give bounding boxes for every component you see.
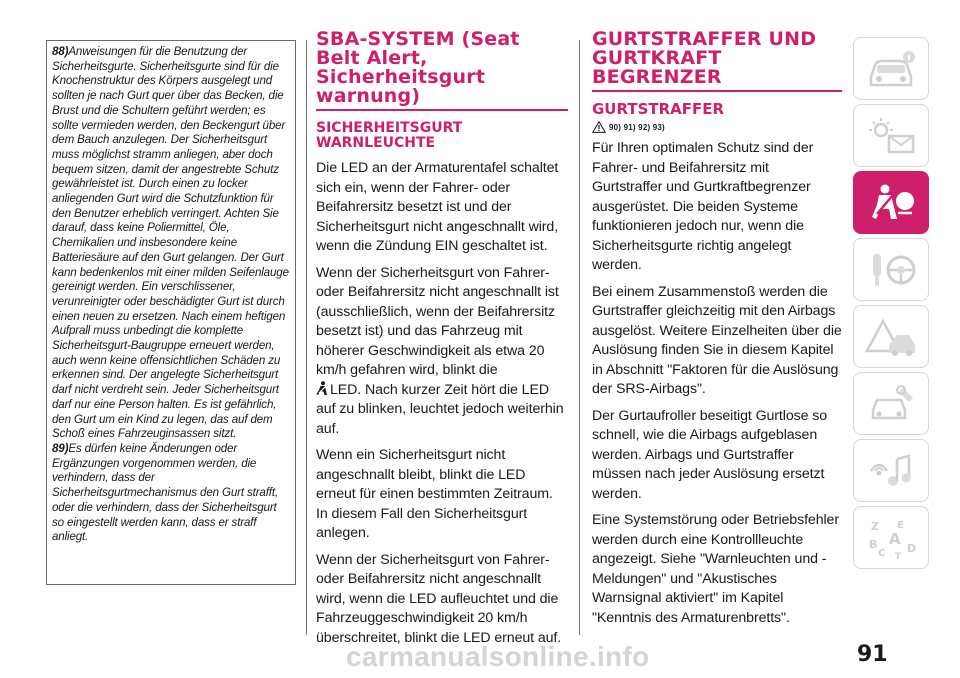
- note-89: [52, 442, 291, 545]
- index-letters-icon: [863, 516, 919, 560]
- maintenance-icon: [863, 382, 919, 426]
- key-steering-wheel-icon: [863, 248, 919, 292]
- note-88: [52, 45, 291, 442]
- warning-references: [592, 121, 842, 133]
- note-text: Es dürfen keine Änderungen oder Ergänzungen vorgenommen werden, die verhindern, dass der Sicherheitsgurtmechanismus den Gurt strafft, oder die verhindern, dass der Sicherheitsgurt so eingestellt werden kann, dass er straff anliegt.: [52, 441, 279, 544]
- tab-car-info[interactable]: [853, 37, 929, 100]
- section-body: [316, 159, 568, 648]
- sba-section: [316, 30, 568, 655]
- svg-text:Z: Z: [871, 519, 879, 533]
- pretensioner-section: [592, 30, 842, 635]
- seatbelt-warning-icon: [316, 381, 328, 396]
- page-number: 91: [857, 642, 888, 667]
- breakdown-icon: [863, 315, 919, 359]
- tab-warning-lights[interactable]: [853, 104, 929, 167]
- svg-text:E: E: [897, 519, 904, 531]
- warning-ref-numbers: 90) 91) 92) 93): [609, 122, 665, 132]
- paragraph-part: Wenn der Sicherheitsgurt von Fahrer- oder Beifahrersitz nicht angeschnallt ist (ausschließlich, wenn der Beifahrersitz besetzt ist) und das Fahrzeug mit höherer Geschwindigkeit als etwa 20 km/h gefahren wird, blinkt die: [316, 264, 559, 378]
- note-ref: 88): [52, 45, 69, 58]
- tab-emergency[interactable]: [853, 305, 929, 368]
- column-divider: [306, 40, 307, 635]
- paragraph: Wenn der Sicherheitsgurt von Fahrer- oder Beifahrersitz nicht angeschnallt wird, wenn die LED aufleuchtet und die Fahrzeuggeschwindigkeit 20 km/h überschreitet, blinkt die LED erneut auf.: [316, 551, 562, 646]
- note-text: Anweisungen für die Benutzung der Sicherheitsgurte. Sicherheitsgurte sind für die Knochenstruktur des Körpers ausgelegt und sollten je nach Gurt quer über das Becken, die Brust und die Schultern geführt werden; es sollte vermieden werden, den Beckengurt über dem Bauch anzulegen. Der Sicherheitsgurt muss möglichst stramm anliegen, aber doch bequem sitzen, damit der angestrebte Schutz gewährleistet ist. Durch einen zu locker anliegenden Gurt wird die Schutzfunktion für den Benutzer erheblich verringert. Achten Sie darauf, dass keine Poliermittel, Öle, Chemikalien und insbesondere keine Batteriesäure auf den Gurt gelangen. Der Gurt kann bedenkenlos mit einer milden Seifenlauge gereinigt werden. Ein verschlissener, verunreinigter oder beschädigter Gurt ist durch einen neuen zu ersetzen. Nach einem heftigen Aufprall muss unbedingt die komplette Sicherheitsgurt-Baugruppe erneuert werden, auch wenn keine offensichtlichen Schäden zu erkennen sind. Der angelegte Sicherheitsgurt darf nicht verdreht sein. Jeder Sicherheitsgurt darf nur eine Person halten. Es ist gefährlich, den Gurt um ein Kind zu legen, das auf dem Schoß eines Fahrzeuginsassen sitzt.: [52, 45, 289, 441]
- tab-index[interactable]: [853, 506, 929, 569]
- note-ref: 89): [52, 441, 69, 455]
- paragraph: Eine Systemstörung oder Betriebsfehler werden durch eine Kontrollleuchte angezeigt. Siehe "Warnleuchten und -Meldungen" und "Akustisches Warnsignal aktiviert" im Kapitel "Kenntnis des Armaturenbretts".: [592, 512, 839, 626]
- tab-maintenance[interactable]: [853, 372, 929, 435]
- svg-text:A: A: [889, 529, 901, 548]
- warning-lights-icon: [863, 114, 919, 158]
- tab-safety[interactable]: [853, 171, 929, 234]
- warning-notes-box: [46, 40, 296, 585]
- section-title: SBA-SYSTEM (Seat Belt Alert, Sicherheitsgurt warnung): [316, 30, 568, 111]
- section-title: GURTSTRAFFER UND GURTKRAFT BEGRENZER: [592, 30, 842, 92]
- paragraph: Wenn ein Sicherheitsgurt nicht angeschnallt bleibt, blinkt die LED erneut für einen bestimmten Zeitraum. In diesem Fall den Sicherheitsgurt anlegen.: [316, 447, 553, 541]
- multimedia-icon: [863, 449, 919, 493]
- svg-text:C: C: [878, 547, 886, 559]
- tab-start-drive[interactable]: [853, 238, 929, 301]
- car-info-icon: [863, 47, 919, 91]
- svg-text:B: B: [869, 537, 878, 551]
- svg-text:T: T: [895, 551, 902, 560]
- paragraph: Bei einem Zusammenstoß werden die Gurtstraffer gleichzeitig mit den Airbags ausgelöst. Weitere Einzelheiten über die Auslösung finden Sie in diesem Kapitel in Abschnitt "Faktoren für die Auslösung der SRS-Airbags".: [592, 283, 842, 397]
- paragraph: [316, 264, 568, 440]
- seatbelt-airbag-icon: [863, 181, 919, 225]
- paragraph: Für Ihren optimalen Schutz sind der Fahrer- und Beifahrersitz mit Gurtstraffer und Gurtkraftbegrenzer ausgerüstet. Die beiden Systeme funktionieren jedoch nur, wenn die Sicherheitsgurte richtig angelegt werden.: [592, 140, 814, 273]
- warning-triangle-icon: [592, 121, 606, 133]
- section-body: [592, 139, 842, 628]
- section-subtitle: SICHERHEITSGURT WARNLEUCHTE: [316, 120, 463, 151]
- tab-multimedia[interactable]: [853, 439, 929, 502]
- column-divider: [579, 40, 580, 635]
- watermark: carmanualsonline.info: [346, 641, 650, 672]
- section-subtitle: GURTSTRAFFER: [592, 100, 725, 118]
- paragraph: Die LED an der Armaturentafel schaltet sich ein, wenn der Fahrer- oder Beifahrersitz besetzt ist und der Sicherheitsgurt nicht angeschnallt wird, wenn die Zündung EIN geschaltet ist.: [316, 160, 559, 254]
- svg-text:D: D: [907, 541, 917, 555]
- paragraph-part: LED. Nach kurzer Zeit hört die LED auf zu blinken, leuchtet jedoch weiterhin auf.: [316, 381, 564, 437]
- paragraph: Der Gurtaufroller beseitigt Gurtlose so schnell, wie die Airbags aufgeblasen werden. Airbags und Gurtstraffer müssen nach jeder Auslösung ersetzt werden.: [592, 407, 828, 502]
- chapter-tabs: [853, 37, 929, 573]
